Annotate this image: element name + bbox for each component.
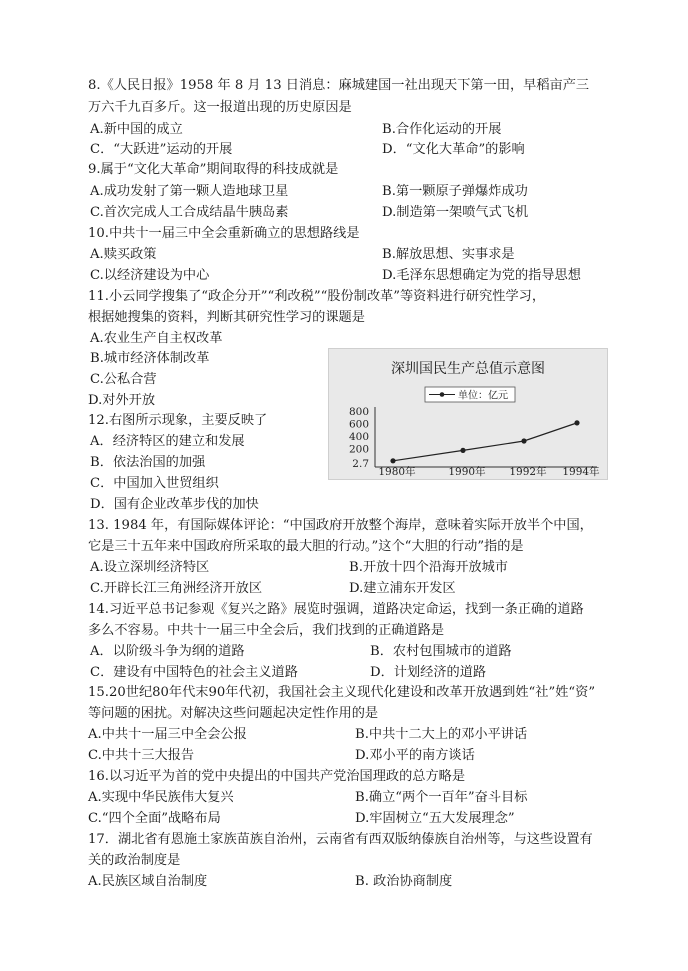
chart-series-line [393,423,577,461]
q9-option-a: A.成功发射了第一颗人造地球卫星 [90,184,289,199]
chart-y-tick-label: 200 [348,443,369,456]
q14-option-d: D．计划经济的道路 [370,665,487,680]
q10-option-c: C.以经济建设为中心 [90,268,210,283]
q9-option-c: C.首次完成人工合成结晶牛胰岛素 [90,205,289,220]
q11-option-c: C.公私合营 [90,372,157,387]
q13-option-a: A.设立深圳经济特区 [90,560,210,575]
chart-data-point [460,448,465,453]
q15-option-b: B.中共十二大上的邓小平讲话 [355,727,528,742]
chart-legend [425,387,515,402]
q11-option-b: B.城市经济体制改革 [90,351,210,366]
q15-stem-line1: 15.20世纪80年代末90年代初，我国社会主义现代化建设和改革开放遇到姓“社”姓“资” [88,685,596,700]
q17-option-a: A.民族区域自治制度 [88,874,208,889]
q17-stem-line1: 17．湖北省有恩施土家族苗族自治州，云南省有西双版纳傣族自治州等，与这些设置有 [88,832,593,847]
q12-option-d: D．国有企业改革步伐的加快 [90,497,259,512]
q11-stem-line1: 11.小云同学搜集了“政企分开”“利改税”“股份制改革”等资料进行研究性学习， [88,289,546,304]
chart-y-tick-label: 600 [348,418,369,431]
q13-option-d: D.建立浦东开发区 [349,581,456,596]
q14-option-a: A．以阶级斗争为纲的道路 [90,644,245,659]
chart-legend-marker [440,392,445,397]
q12-option-c: C．中国加入世贸组织 [90,476,219,491]
q8-option-c: C．“大跃进”运动的开展 [90,142,233,157]
q13-stem-line2: 它是三十五年来中国政府所采取的最大胆的行动。”这个“大胆的行动”指的是 [88,539,524,554]
gdp-chart-svg [329,349,607,479]
q8-stem-line2: 万六千九百多斤。这一报道出现的历史原因是 [88,100,352,115]
q15-option-d: D.邓小平的南方谈话 [355,748,475,763]
chart-x-tick-label: 1992年 [509,466,547,478]
gdp-chart [328,348,608,480]
q15-stem-line2: 等问题的困扰。对解决这些问题起决定性作用的是 [88,706,379,721]
q17-stem-line2: 关的政治制度是 [88,853,181,868]
q16-option-b: B.确立“两个一百年”奋斗目标 [355,790,528,805]
chart-data-point [521,438,526,443]
q12-option-a: A．经济特区的建立和发展 [90,434,245,449]
q16-stem: 16.以习近平为首的党中央提出的中国共产党治国理政的总方略是 [88,769,466,784]
q11-stem-line2: 根据她搜集的资料，判断其研究性学习的课题是 [88,310,365,325]
q9-stem: 9.属于“文化大革命”期间取得的科技成就是 [88,162,339,177]
q13-option-c: C.开辟长江三角洲经济开放区 [90,581,263,596]
chart-y-tick-label: 400 [348,431,369,443]
q10-option-a: A.赎买政策 [90,247,157,262]
q16-option-c: C.“四个全面”战略布局 [88,811,221,826]
q17-option-b: B. 政治协商制度 [355,874,453,889]
q15-option-a: A.中共十一届三中全会公报 [88,727,247,742]
q9-option-d: D.制造第一架喷气式飞机 [382,205,529,220]
q8-stem-line1: 8.《人民日报》1958 年 8 月 13 日消息：麻城建国一社出现天下第一田，早稻亩产三 [88,78,590,93]
chart-y-tick-label: 2.7 [352,458,369,470]
q14-stem-line2: 多么不容易。中共十一届三中全会后，我们找到的正确道路是 [88,623,445,638]
q8-option-b: B.合作化运动的开展 [382,122,502,137]
q11-option-d: D.对外开放 [88,393,156,408]
q16-option-d: D.牢固树立“五大发展理念” [355,811,515,826]
q12-stem: 12.右图所示现象，主要反映了 [88,413,268,428]
q15-option-c: C.中共十三大报告 [88,748,195,763]
chart-title: 深圳国民生产总值示意图 [391,361,545,377]
q14-stem-line1: 14.习近平总书记参观《复兴之路》展览时强调，道路决定命运，找到一条正确的道路 [88,602,584,617]
q10-option-d: D.毛泽东思想确定为党的指导思想 [382,268,581,283]
chart-legend-label: 单位：亿元 [458,390,508,402]
chart-x-tick-label: 1994年 [562,466,600,478]
q8-option-d: D．“文化大革命”的影响 [382,142,525,157]
chart-x-tick-label: 1990年 [448,466,486,478]
chart-y-tick-label: 800 [348,406,369,418]
q10-option-b: B.解放思想、实事求是 [382,247,515,262]
q16-option-a: A.实现中华民族伟大复兴 [88,790,234,805]
chart-x-tick-label: 1980年 [378,466,416,478]
q10-stem: 10.中共十一届三中全会重新确立的思想路线是 [88,226,360,241]
q14-option-b: B．农村包围城市的道路 [370,644,512,659]
q8-option-a: A.新中国的成立 [90,122,183,137]
chart-plot-area [349,406,600,478]
q9-option-b: B.第一颗原子弹爆炸成功 [382,184,528,199]
chart-data-point [390,458,395,463]
chart-data-point [574,420,579,425]
q13-stem-line1: 13. 1984 年，有国际媒体评论：“中国政府开放整个海岸，意味着实际开放半个中国， [88,518,593,533]
q11-option-a: A.农业生产自主权改革 [90,331,223,346]
q14-option-c: C．建设有中国特色的社会主义道路 [90,665,298,680]
q13-option-b: B.开放十四个沿海开放城市 [349,560,508,575]
q12-option-b: B．依法治国的加强 [90,455,206,470]
